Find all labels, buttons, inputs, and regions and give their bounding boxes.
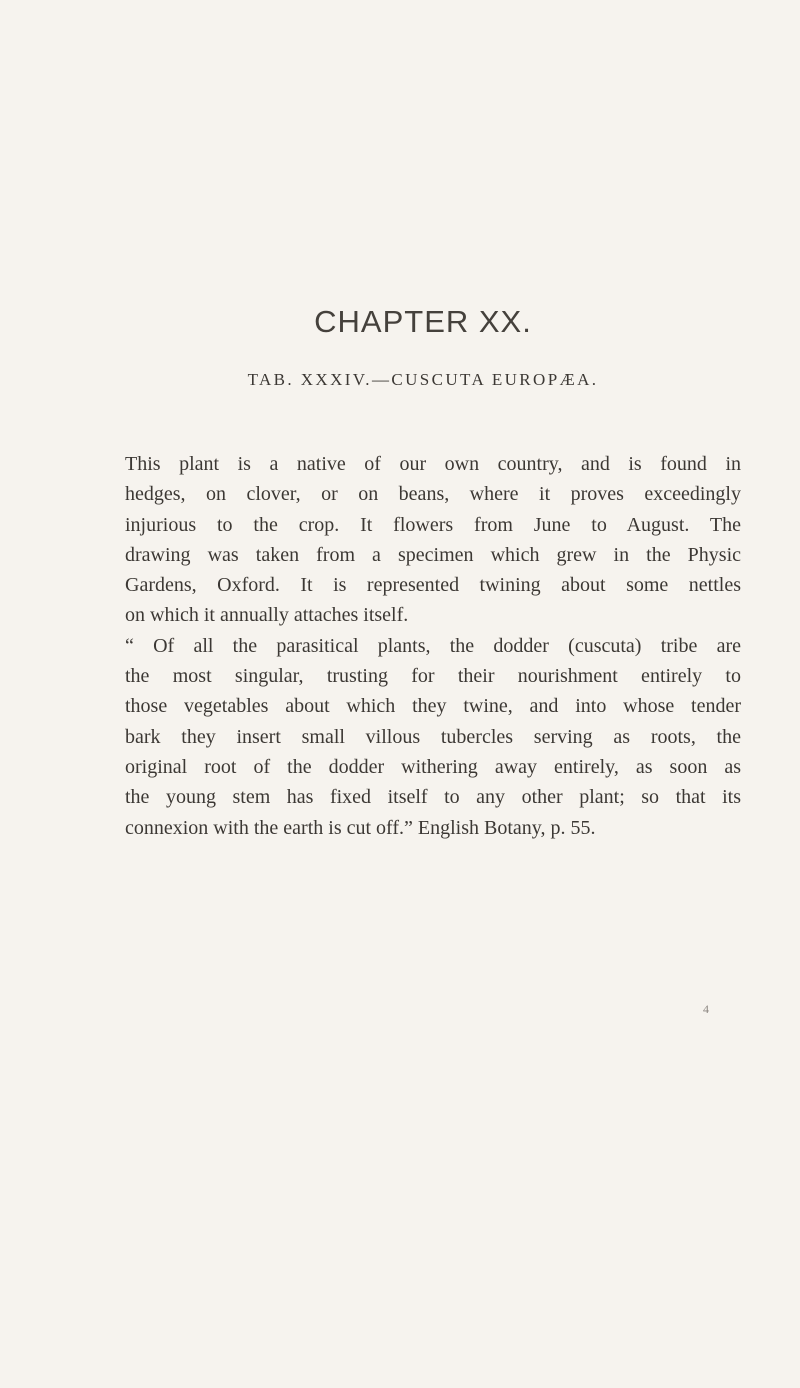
- paragraph-1-line: Gardens, Oxford. It is represented twining about some nettles: [125, 574, 741, 597]
- plate-heading: TAB. XXXIV.—CUSCUTA EUROPÆA.: [247, 370, 599, 389]
- paragraph-1-line: on which it annually attaches itself.: [125, 604, 409, 627]
- paragraph-2-line: “ Of all the parasitical plants, the dodder (cuscuta) tribe are: [125, 634, 741, 657]
- page-mark: 4: [703, 1002, 709, 1016]
- paragraph-1-line: hedges, on clover, or on beans, where it proves exceedingly: [125, 483, 741, 506]
- chapter-title: CHAPTER XX.: [314, 304, 532, 339]
- paragraph-2-line: bark they insert small villous tubercles serving as roots, the: [125, 725, 741, 748]
- paragraph-2-line: those vegetables about which they twine, and into whose tender: [125, 695, 741, 718]
- body-text: [125, 449, 741, 843]
- paragraph-2-line: the most singular, trusting for their nourishment entirely to: [125, 665, 741, 688]
- paragraph-2-line: connexion with the earth is cut off.” English Botany, p. 55.: [125, 816, 596, 839]
- paragraph-2-line: the young stem has fixed itself to any other plant; so that its: [125, 786, 741, 809]
- paragraph-2-line: original root of the dodder withering away entirely, as soon as: [125, 755, 741, 778]
- paragraph-1-line: This plant is a native of our own country, and is found in: [125, 453, 741, 475]
- paragraph-1-line: drawing was taken from a specimen which grew in the Physic: [125, 543, 741, 566]
- paragraph-1-line: injurious to the crop. It flowers from June to August. The: [125, 513, 741, 536]
